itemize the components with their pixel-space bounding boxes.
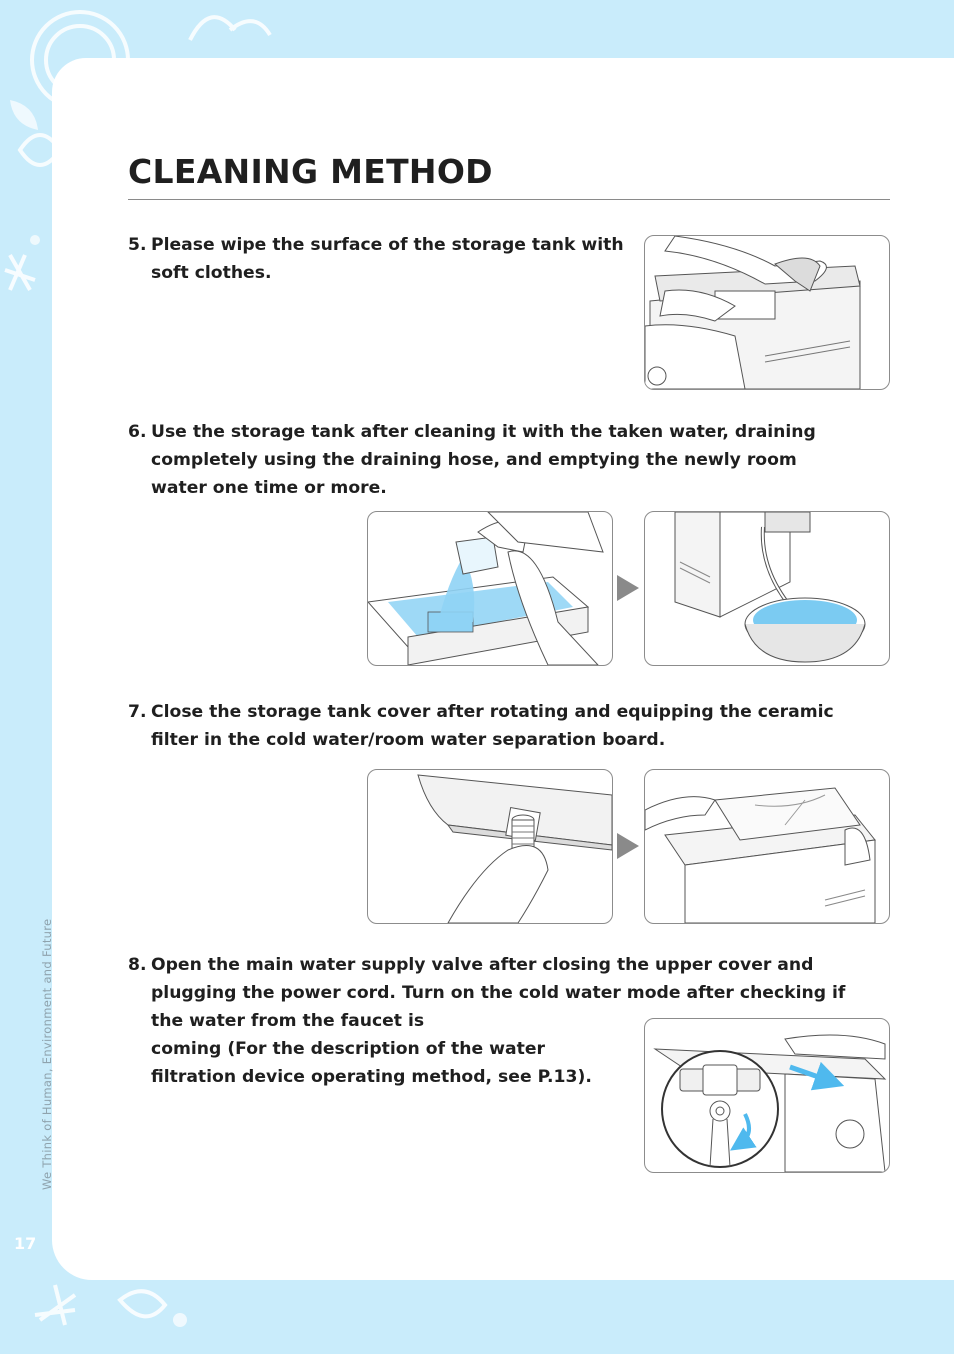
- step-line: Open the main water supply valve after closing the upper cover and: [151, 955, 814, 975]
- side-tagline: We Think of Human, Environment and Future: [40, 918, 54, 1190]
- step-line: Please wipe the surface of the storage tank with: [151, 235, 624, 255]
- step-line: completely using the draining hose, and emptying the newly room: [151, 450, 797, 470]
- step-line: Close the storage tank cover after rotating and equipping the ceramic: [151, 702, 834, 722]
- step-line: filter in the cold water/room water separation board.: [151, 730, 666, 750]
- title-divider: [128, 199, 890, 200]
- step-5-text: [128, 231, 624, 287]
- step-line: soft clothes.: [151, 263, 272, 283]
- closing-tank-cover-illustration: [644, 769, 890, 924]
- step-number: 6.: [128, 422, 147, 442]
- step-7-text: [128, 698, 834, 754]
- step-number: 8.: [128, 955, 147, 975]
- wiping-storage-tank-illustration: [644, 235, 890, 390]
- step-line: filtration device operating method, see P.13).: [151, 1067, 592, 1087]
- step-number: 7.: [128, 702, 147, 722]
- opening-water-supply-valve-illustration: [644, 1018, 890, 1173]
- step-number: 5.: [128, 235, 147, 255]
- section-title: CLEANING METHOD: [128, 152, 493, 191]
- step-line: water one time or more.: [151, 478, 387, 498]
- step-line: the water from the faucet is: [151, 1011, 425, 1031]
- pouring-water-into-tank-illustration: [367, 511, 613, 666]
- step-line: plugging the power cord. Turn on the cold water mode after checking if: [151, 983, 846, 1003]
- step-6-text: [128, 418, 816, 502]
- step-line: coming (For the description of the water: [151, 1039, 545, 1059]
- next-step-arrow-icon: [617, 833, 639, 859]
- draining-hose-into-basin-illustration: [644, 511, 890, 666]
- page-number: 17: [14, 1234, 37, 1253]
- step-line: Use the storage tank after cleaning it with the taken water, draining: [151, 422, 816, 442]
- ceramic-filter-rotation-illustration: [367, 769, 613, 924]
- next-step-arrow-icon: [617, 575, 639, 601]
